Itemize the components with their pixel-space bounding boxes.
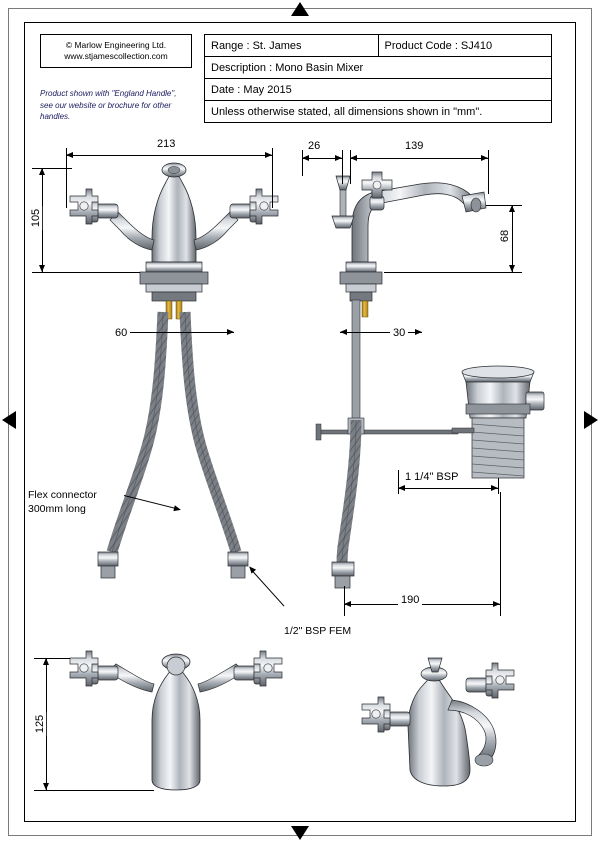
ext-line [34, 790, 154, 791]
ext-line [32, 168, 72, 169]
ext-line [384, 272, 522, 273]
flex-connector-annotation [28, 488, 97, 516]
arrow-icon [43, 783, 49, 790]
dim-line-60 [112, 332, 234, 333]
dim-line-139 [350, 158, 488, 159]
arrow-icon [335, 155, 342, 161]
ext-line [486, 205, 522, 206]
range-field: Range : St. James [205, 35, 379, 56]
arrow-icon [491, 485, 498, 491]
description-field: Description : Mono Basin Mixer [211, 61, 364, 74]
dim-label-190: 190 [398, 594, 422, 606]
arrow-icon [340, 329, 347, 335]
dim-line-68 [512, 205, 513, 272]
centre-mark-bottom-icon [291, 826, 309, 840]
ext-line [500, 492, 501, 616]
title-block-row [205, 79, 551, 101]
sheet-border-inner [24, 22, 576, 822]
title-block [204, 34, 552, 123]
arrow-icon [66, 152, 73, 158]
ext-line [272, 148, 273, 208]
dim-line-30 [340, 332, 422, 333]
arrow-icon [39, 168, 45, 175]
dim-line-213 [66, 155, 272, 156]
arrow-icon [509, 205, 515, 212]
company-website: www.stjamescollection.com [64, 51, 168, 61]
centre-mark-top-icon [291, 2, 309, 16]
arrow-icon [350, 155, 357, 161]
arrow-icon [39, 265, 45, 272]
company-name: © Marlow Engineering Ltd. [65, 39, 167, 50]
title-block-row [205, 101, 551, 123]
title-block-row [205, 57, 551, 79]
flex-connector-line-2: 300mm long [28, 503, 86, 516]
arrow-icon [398, 485, 405, 491]
ext-line [32, 272, 140, 273]
arrow-icon [493, 601, 500, 607]
dim-line-waste-thread [398, 488, 498, 489]
dim-label-60: 60 [112, 327, 130, 339]
title-block-row [205, 35, 551, 57]
centre-mark-left-icon [2, 411, 16, 429]
dim-label-105: 105 [30, 206, 42, 230]
product-code-field: Product Code : SJ410 [384, 39, 493, 52]
ext-line [498, 478, 499, 494]
bsp-fem-annotation: 1/2" BSP FEM [284, 625, 352, 637]
dim-label-213: 213 [154, 138, 178, 150]
arrow-icon [509, 265, 515, 272]
dim-label-68: 68 [499, 227, 511, 245]
flex-connector-line-1: Flex connector [28, 489, 97, 501]
ext-line [342, 150, 343, 184]
handle-note: Product shown with "England Handle", see our website or brochure for other handles. [40, 89, 177, 122]
dim-label-waste-thread: 1 1/4" BSP [402, 471, 461, 483]
arrow-icon [481, 155, 488, 161]
dim-label-30: 30 [390, 327, 408, 339]
dim-label-125: 125 [34, 712, 46, 736]
centre-mark-right-icon [584, 411, 598, 429]
arrow-icon [344, 601, 351, 607]
arrow-icon [302, 155, 309, 161]
ext-line [488, 150, 489, 194]
ext-line [302, 150, 303, 176]
arrow-icon [265, 152, 272, 158]
arrow-icon [415, 329, 422, 335]
ext-line [34, 658, 70, 659]
arrow-icon [227, 329, 234, 335]
units-note-field: Unless otherwise stated, all dimensions shown in "mm". [211, 105, 483, 118]
company-logo-box [40, 34, 192, 68]
dim-label-26: 26 [305, 140, 323, 152]
arrow-icon [43, 658, 49, 665]
dim-label-139: 139 [402, 140, 426, 152]
date-field: Date : May 2015 [211, 83, 292, 96]
